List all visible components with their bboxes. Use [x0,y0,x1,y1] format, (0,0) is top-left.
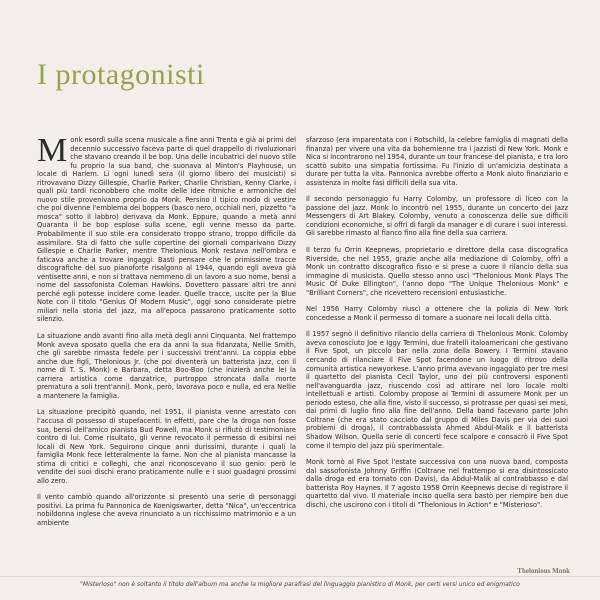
page-title: I protagonisti [37,58,205,91]
paragraph: Il terzo fu Orrin Keepnews, proprietario e direttore della casa discografica Riverside, che nel 1955, grazie anche alla mediazione di Colomby, offrì a Monk un contratto discografico fisso e si prese a cuore il rilancio della sua immagine di musicista. Quello stesso anno uscì "Thelonious Monk Plays The Music Of Duke Ellington", l'anno dopo "The Unique Thelonious Monk" e "Brilliant Corners", che ricevettero recensioni entusiastiche. [306,246,568,297]
paragraph [37,132,296,324]
left-column [37,132,296,536]
paragraph: Monk tornò al Five Spot l'estate successiva con una nuova band, composta dal sassofonista Johnny Griffin (Coltrane nel frattempo si era disintossicato dalla droga ed era tornato con Davis), da Abdul-Malik al contrabbasso e dal batterista Roy Haynes. Il 7 agosto 1958 Orrin Keepnews decise di registrare il quartetto dal vivo. Il materiale inciso quella sera bastò per riempire ben due dischi, che uscirono con i titoli di "Thelonious In Action" e "Misterioso". [306,458,568,509]
paragraph: Il secondo personaggio fu Harry Colomby, un professore di liceo con la passione del jazz. Monk lo incontrò nel 1955, durante un concerto dei Jazz Messengers di Art Blakey. Colomby, venuto a conoscenza delle sue difficili condizioni economiche, si offrì di fargli da manager e di curare i suoi interessi. Gli sarebbe rimasto al fianco fino alla fine della sua carriera. [306,195,568,238]
paragraph: Il 1957 segnò il definitivo rilancio della carriera di Thelonious Monk. Colomby aveva conosciuto Joe e Iggy Termini, due fratelli italoamericani che gestivano il Five Spot, un piccolo bar nella zona della Bowery. I Termini stavano cercando di rilanciare il Five Spot facendone un luogo di ritrovo della comunità artistica newyorkese. L'anno prima avevano ingaggiato per tre mesi il quartetto del pianista Cecil Taylor, uno dei più controversi esponenti nell'avanguardia jazz, riuscendo così ad attirare nel loro locale molti intellettuali e artisti. Colomby propose ai Termini di assumere Monk per un periodo esteso, che alla fine, visto il successo, si protrasse per quasi sei mesi, dai primi di luglio fino alla fine dell'anno. Della band facevano parte John Coltrane (che era stato cacciato dal gruppo di Miles Davis per via dei suoi problemi di droga), il contrabbassista Ahmed Abdul-Malik e il batterista Shadow Wilson. Quella serie di concerti fece scalpore e consacrò il Five Spot come il tempio del jazz più sperimentale. [306,330,568,450]
paragraph: La situazione andò avanti fino alla metà degli anni Cinquanta. Nel frattempo Monk aveva sposato quella che era da anni la sua fidanzata, Nellie Smith, che gli sarebbe rimasta fedele per i successivi trent'anni. La coppia ebbe anche due figli, Thelonious Jr. (che poi diventerà un batterista jazz, con il nome di T. S. Monk) e Barbara, detta Boo-Boo (che inizierà anche lei la carriera artistica come danzatrice, purtroppo stroncata dalla morte prematura a soli trent'anni). Monk, però, lavorava poco e nulla, ed era Nellie a mantenere la famiglia. [37,332,296,400]
paragraph: Il vento cambiò quando all'orizzonte si presentò una serie di personaggi positivi. La prima fu Pannonica de Koenigswarter, detta "Nica", un'eccentrica nobildonna inglese che aveva rinunciato a un ricchissimo matrimonio e a un ambiente [37,493,296,527]
footnote: "Misterioso" non è soltanto il titolo dell'album ma anche la migliore parafrasi del linguaggio pianistico di Monk, per certi versi unico ed enigmatico [80,581,520,588]
paragraph-text: onk esordì sulla scena musicale a fine anni Trenta e già ai primi del decennio successivo faceva parte di quel drappello di rivoluzionari che stavano creando il be bop. Una delle incubatrici del nuovo stile fu proprio la sua band, che suonava al Minton's Playhouse, un locale di Harlem. Lì ogni lunedì sera (il giorno libero dei musicisti) si ritrovavano Dizzy Gillespie, Charlie Parker, Charlie Christian, Kenny Clarke, i quali più tardi riconobbero che molte delle idee ritmiche e armoniche del nuovo stile provenivano proprio da Monk. Persino il tipico modo di vestire che poi divenne l'emblema dei boppers (basco nero, occhiali neri, pizzetto "a mosca" sotto il labbro) derivava da Monk. Eppure, quando a metà anni Quaranta il be bop esplose sulla scene, egli venne messo da parte. Probabilmente il suo stile era considerato troppo strano, troppo difficile da assimilare. Sta di fatto che sulle copertine dei giornali comparivano Dizzy Gillespie e Charlie Parker, mentre Thelonious Monk restava nell'ombra e faticava anche a trovare ingaggi. Basti pensare che le primissime tracce discografiche del suo pianoforte risalgono al 1944, quando egli aveva già ventisette anni, e non si trattava nemmeno di un lavoro a suo nome, bensì a nome del sassofonista Coleman Hawkins. Dovettero passare altri tre anni perché egli potesse incidere come leader. Quelle tracce, uscite per la Blue Note con il titolo "Genius Of Modern Music", oggi sono considerate pietre miliari nella storia del jazz, ma all'epoca passarono praticamente sotto silenzio. [37,136,296,324]
photo-credit: Thelonious Monk [517,567,570,575]
right-column [306,136,568,517]
dropcap-letter: M [37,132,68,169]
paragraph: sfarzoso (era imparentata con i Rotschild, la celebre famiglia di magnati della finanza) per vivere una vita da bohemienne tra i jazzisti di New York. Monk e Nica si incontrarono nel 1954, durante un tour francese del pianista, e tra loro scattò subito una simpatia fortissima. Fu l'inizio di un'amicizia destinata a durare per tutta la vita. Pannonica avrebbe offerto a Monk aiuto finanziario e assistenza in molte fasi difficili della sua vita. [306,136,568,187]
paragraph: Nel 1956 Harry Colomby riuscì a ottenere che la polizia di New York concedesse a Monk il permesso di tornare a suonare nei locali della città. [306,305,568,322]
footer-divider [0,576,600,577]
paragraph: La situazione precipitò quando, nel 1951, il pianista venne arrestato con l'accusa di possesso di stupefacenti. In effetti, pare che la droga non fosse sua, bensì dell'amico pianista Bud Powell, ma Monk si rifiutò di testimoniare contro di lui. Come risultato, gli venne revocato il permesso di esibirsi nei locali di New York. Seguirono cinque anni durissimi, durante i quali la famiglia Monk fece letteralmente la fame. Non che al pianista mancasse la stima di critici e colleghi, che anzi riconoscevano il suo genio: però le vendite dei suoi dischi erano praticamente nulle e i suoi guadagni prossimi allo zero. [37,408,296,485]
